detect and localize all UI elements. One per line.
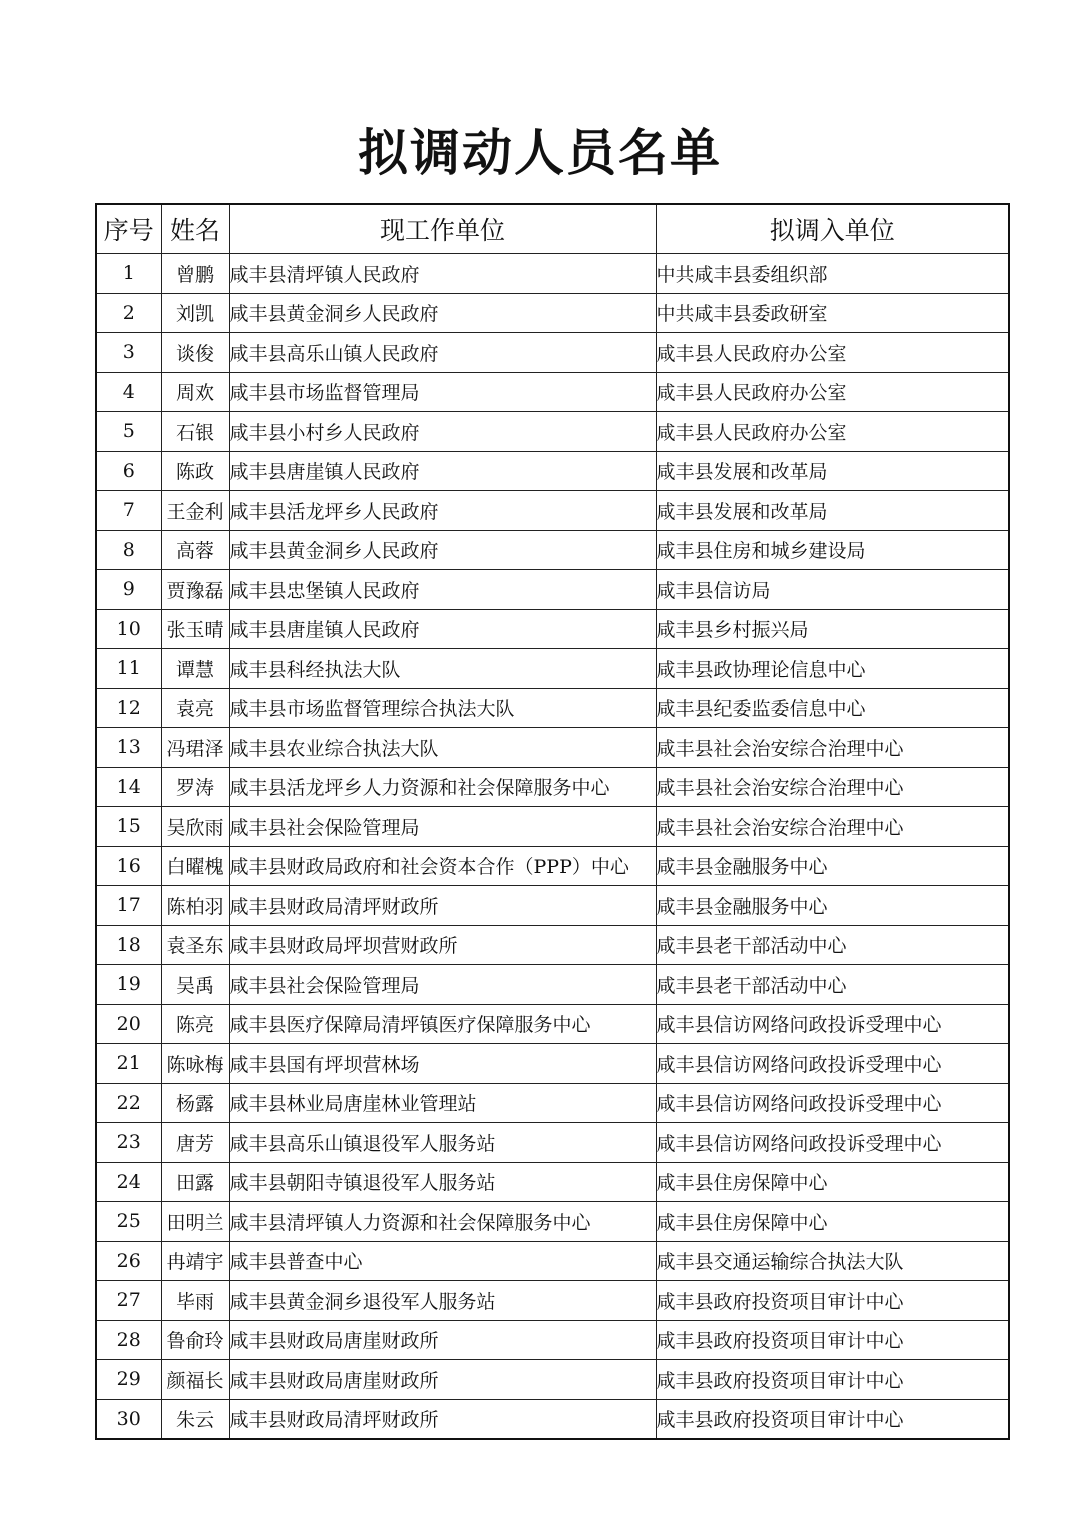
serial-number-cell: 27 [96, 1281, 161, 1321]
header-current-unit: 现工作单位 [229, 204, 656, 254]
table-row [96, 1044, 1009, 1084]
name-cell: 鲁俞玲 [161, 1320, 229, 1360]
personnel-table [95, 203, 1010, 1440]
current-unit-cell: 咸丰县市场监督管理局 [229, 372, 656, 412]
header-serial-number: 序号 [96, 204, 161, 254]
serial-number-cell: 13 [96, 728, 161, 768]
current-unit-cell: 咸丰县黄金洞乡人民政府 [229, 293, 656, 333]
table-row [96, 1320, 1009, 1360]
target-unit-cell: 中共咸丰县委政研室 [656, 293, 1009, 333]
target-unit-cell: 咸丰县老干部活动中心 [656, 925, 1009, 965]
name-cell: 谈俊 [161, 333, 229, 373]
table-row [96, 451, 1009, 491]
table-row [96, 688, 1009, 728]
serial-number-cell: 15 [96, 807, 161, 847]
serial-number-cell: 4 [96, 372, 161, 412]
target-unit-cell: 中共咸丰县委组织部 [656, 254, 1009, 294]
target-unit-cell: 咸丰县社会治安综合治理中心 [656, 767, 1009, 807]
serial-number-cell: 2 [96, 293, 161, 333]
serial-number-cell: 5 [96, 412, 161, 452]
name-cell: 陈柏羽 [161, 886, 229, 926]
table-row [96, 1083, 1009, 1123]
table-row [96, 1162, 1009, 1202]
current-unit-cell: 咸丰县财政局清坪财政所 [229, 1399, 656, 1439]
name-cell: 田露 [161, 1162, 229, 1202]
name-cell: 唐芳 [161, 1123, 229, 1163]
table-row [96, 412, 1009, 452]
current-unit-cell: 咸丰县财政局坪坝营财政所 [229, 925, 656, 965]
table-row [96, 846, 1009, 886]
header-name: 姓名 [161, 204, 229, 254]
target-unit-cell: 咸丰县住房保障中心 [656, 1162, 1009, 1202]
table-row [96, 649, 1009, 689]
current-unit-cell: 咸丰县市场监督管理综合执法大队 [229, 688, 656, 728]
name-cell: 陈政 [161, 451, 229, 491]
serial-number-cell: 3 [96, 333, 161, 373]
target-unit-cell: 咸丰县发展和改革局 [656, 491, 1009, 531]
table-row [96, 609, 1009, 649]
serial-number-cell: 22 [96, 1083, 161, 1123]
serial-number-cell: 11 [96, 649, 161, 689]
target-unit-cell: 咸丰县政府投资项目审计中心 [656, 1399, 1009, 1439]
name-cell: 朱云 [161, 1399, 229, 1439]
table-row [96, 728, 1009, 768]
name-cell: 张玉晴 [161, 609, 229, 649]
page-title: 拟调动人员名单 [358, 124, 722, 182]
target-unit-cell: 咸丰县信访网络问政投诉受理中心 [656, 1123, 1009, 1163]
target-unit-cell: 咸丰县政协理论信息中心 [656, 649, 1009, 689]
name-cell: 陈亮 [161, 1004, 229, 1044]
serial-number-cell: 7 [96, 491, 161, 531]
serial-number-cell: 9 [96, 570, 161, 610]
name-cell: 冉靖宇 [161, 1241, 229, 1281]
name-cell: 杨露 [161, 1083, 229, 1123]
target-unit-cell: 咸丰县人民政府办公室 [656, 333, 1009, 373]
name-cell: 白曜槐 [161, 846, 229, 886]
table-row [96, 965, 1009, 1005]
table-row [96, 293, 1009, 333]
target-unit-cell: 咸丰县老干部活动中心 [656, 965, 1009, 1005]
name-cell: 田明兰 [161, 1202, 229, 1242]
current-unit-cell: 咸丰县唐崖镇人民政府 [229, 609, 656, 649]
name-cell: 高蓉 [161, 530, 229, 570]
target-unit-cell: 咸丰县信访网络问政投诉受理中心 [656, 1083, 1009, 1123]
current-unit-cell: 咸丰县农业综合执法大队 [229, 728, 656, 768]
table-row [96, 886, 1009, 926]
table-row [96, 807, 1009, 847]
name-cell: 曾鹏 [161, 254, 229, 294]
name-cell: 吴禹 [161, 965, 229, 1005]
serial-number-cell: 29 [96, 1360, 161, 1400]
current-unit-cell: 咸丰县财政局政府和社会资本合作（PPP）中心 [229, 846, 656, 886]
current-unit-cell: 咸丰县清坪镇人民政府 [229, 254, 656, 294]
table-row [96, 570, 1009, 610]
current-unit-cell: 咸丰县医疗保障局清坪镇医疗保障服务中心 [229, 1004, 656, 1044]
current-unit-cell: 咸丰县社会保险管理局 [229, 807, 656, 847]
name-cell: 吴欣雨 [161, 807, 229, 847]
serial-number-cell: 16 [96, 846, 161, 886]
table-row [96, 1399, 1009, 1439]
name-cell: 石银 [161, 412, 229, 452]
name-cell: 王金利 [161, 491, 229, 531]
name-cell: 刘凯 [161, 293, 229, 333]
header-target-unit: 拟调入单位 [656, 204, 1009, 254]
current-unit-cell: 咸丰县活龙坪乡人力资源和社会保障服务中心 [229, 767, 656, 807]
serial-number-cell: 20 [96, 1004, 161, 1044]
current-unit-cell: 咸丰县财政局唐崖财政所 [229, 1360, 656, 1400]
current-unit-cell: 咸丰县黄金洞乡退役军人服务站 [229, 1281, 656, 1321]
current-unit-cell: 咸丰县财政局唐崖财政所 [229, 1320, 656, 1360]
target-unit-cell: 咸丰县人民政府办公室 [656, 412, 1009, 452]
current-unit-cell: 咸丰县忠堡镇人民政府 [229, 570, 656, 610]
table-row [96, 1123, 1009, 1163]
table-row [96, 1241, 1009, 1281]
current-unit-cell: 咸丰县活龙坪乡人民政府 [229, 491, 656, 531]
serial-number-cell: 8 [96, 530, 161, 570]
name-cell: 袁亮 [161, 688, 229, 728]
serial-number-cell: 10 [96, 609, 161, 649]
name-cell: 颜福长 [161, 1360, 229, 1400]
target-unit-cell: 咸丰县政府投资项目审计中心 [656, 1320, 1009, 1360]
current-unit-cell: 咸丰县普查中心 [229, 1241, 656, 1281]
current-unit-cell: 咸丰县林业局唐崖林业管理站 [229, 1083, 656, 1123]
target-unit-cell: 咸丰县信访局 [656, 570, 1009, 610]
target-unit-cell: 咸丰县乡村振兴局 [656, 609, 1009, 649]
serial-number-cell: 28 [96, 1320, 161, 1360]
name-cell: 冯珺泽 [161, 728, 229, 768]
target-unit-cell: 咸丰县政府投资项目审计中心 [656, 1360, 1009, 1400]
name-cell: 陈咏梅 [161, 1044, 229, 1084]
target-unit-cell: 咸丰县金融服务中心 [656, 886, 1009, 926]
current-unit-cell: 咸丰县财政局清坪财政所 [229, 886, 656, 926]
current-unit-cell: 咸丰县黄金洞乡人民政府 [229, 530, 656, 570]
name-cell: 贾豫磊 [161, 570, 229, 610]
table-row [96, 1360, 1009, 1400]
target-unit-cell: 咸丰县信访网络问政投诉受理中心 [656, 1044, 1009, 1084]
serial-number-cell: 30 [96, 1399, 161, 1439]
target-unit-cell: 咸丰县纪委监委信息中心 [656, 688, 1009, 728]
table-row [96, 925, 1009, 965]
name-cell: 袁圣东 [161, 925, 229, 965]
target-unit-cell: 咸丰县社会治安综合治理中心 [656, 728, 1009, 768]
table-row [96, 530, 1009, 570]
current-unit-cell: 咸丰县社会保险管理局 [229, 965, 656, 1005]
table-row [96, 372, 1009, 412]
serial-number-cell: 6 [96, 451, 161, 491]
serial-number-cell: 12 [96, 688, 161, 728]
serial-number-cell: 21 [96, 1044, 161, 1084]
table-row [96, 1202, 1009, 1242]
current-unit-cell: 咸丰县科经执法大队 [229, 649, 656, 689]
table-row [96, 1281, 1009, 1321]
target-unit-cell: 咸丰县住房保障中心 [656, 1202, 1009, 1242]
serial-number-cell: 1 [96, 254, 161, 294]
target-unit-cell: 咸丰县政府投资项目审计中心 [656, 1281, 1009, 1321]
serial-number-cell: 14 [96, 767, 161, 807]
serial-number-cell: 19 [96, 965, 161, 1005]
current-unit-cell: 咸丰县小村乡人民政府 [229, 412, 656, 452]
target-unit-cell: 咸丰县社会治安综合治理中心 [656, 807, 1009, 847]
serial-number-cell: 18 [96, 925, 161, 965]
current-unit-cell: 咸丰县清坪镇人力资源和社会保障服务中心 [229, 1202, 656, 1242]
target-unit-cell: 咸丰县交通运输综合执法大队 [656, 1241, 1009, 1281]
current-unit-cell: 咸丰县唐崖镇人民政府 [229, 451, 656, 491]
table-body [96, 254, 1009, 1440]
name-cell: 周欢 [161, 372, 229, 412]
table-row [96, 767, 1009, 807]
serial-number-cell: 25 [96, 1202, 161, 1242]
current-unit-cell: 咸丰县朝阳寺镇退役军人服务站 [229, 1162, 656, 1202]
table-row [96, 491, 1009, 531]
current-unit-cell: 咸丰县高乐山镇退役军人服务站 [229, 1123, 656, 1163]
target-unit-cell: 咸丰县人民政府办公室 [656, 372, 1009, 412]
target-unit-cell: 咸丰县发展和改革局 [656, 451, 1009, 491]
target-unit-cell: 咸丰县住房和城乡建设局 [656, 530, 1009, 570]
target-unit-cell: 咸丰县信访网络问政投诉受理中心 [656, 1004, 1009, 1044]
table-row [96, 333, 1009, 373]
name-cell: 谭慧 [161, 649, 229, 689]
current-unit-cell: 咸丰县国有坪坝营林场 [229, 1044, 656, 1084]
table-row [96, 254, 1009, 294]
serial-number-cell: 23 [96, 1123, 161, 1163]
current-unit-cell: 咸丰县高乐山镇人民政府 [229, 333, 656, 373]
serial-number-cell: 17 [96, 886, 161, 926]
table-header-row [96, 204, 1009, 254]
serial-number-cell: 26 [96, 1241, 161, 1281]
name-cell: 罗涛 [161, 767, 229, 807]
serial-number-cell: 24 [96, 1162, 161, 1202]
target-unit-cell: 咸丰县金融服务中心 [656, 846, 1009, 886]
table-row [96, 1004, 1009, 1044]
name-cell: 毕雨 [161, 1281, 229, 1321]
